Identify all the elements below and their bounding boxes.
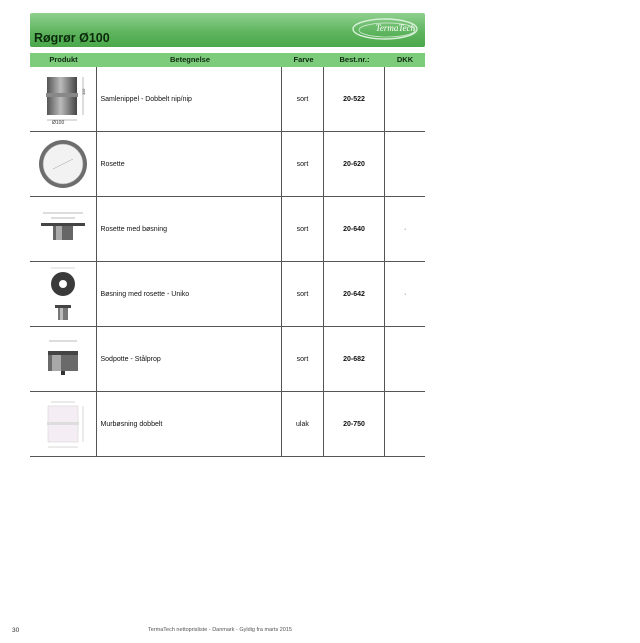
page-header [30,13,425,47]
product-number: 20-640 [324,197,386,261]
logo-text: TermaTech [375,23,415,33]
product-image-cell [30,262,97,326]
product-price [385,132,425,196]
product-price: · [403,290,407,298]
product-name: Bøsning med rosette - Uniko [97,262,282,326]
page-number: 30 [12,627,20,634]
product-name: Rosette med bøsning [97,197,282,261]
product-color: sort [282,327,324,391]
product-table [30,53,425,457]
soot-pot-drawing-icon [33,331,93,387]
product-number: 20-522 [324,67,386,131]
bushing-rosette-drawing-icon [33,264,93,324]
product-image-cell [30,327,97,391]
product-color: sort [282,262,324,326]
product-price [385,392,425,456]
column-header-color: Farve [293,55,314,64]
product-price [385,327,425,391]
footer-text: TermaTech nettoprisliste - Danmark - Gyldig fra marts 2015 [148,627,292,633]
product-name: Murbøsning dobbelt [97,392,282,456]
column-header-name: Betegnelse [169,55,211,64]
product-price: · [403,225,407,233]
column-header-price: DKK [396,55,414,64]
table-row [30,67,425,132]
table-row [30,132,425,197]
rosette-bushing-drawing-icon [33,201,93,257]
page-title: Røgrør Ø100 [34,31,110,45]
dimension-label: Ø100 [52,120,65,126]
table-row [30,262,425,327]
product-name: Rosette [97,132,282,196]
product-color: ulak [282,392,324,456]
svg-text:110: 110 [81,88,87,95]
product-image-cell [30,197,97,261]
product-name: Sodpotte - Stålprop [97,327,282,391]
product-number: 20-620 [324,132,386,196]
column-header-number: Best.nr.: [339,55,370,64]
product-number: 20-642 [324,262,386,326]
wall-bushing-drawing-icon [33,396,93,452]
table-row [30,392,425,457]
product-number: 20-750 [324,392,386,456]
product-image-cell [30,132,97,196]
product-image-cell [30,392,97,456]
termatech-logo [351,16,419,42]
rosette-drawing-icon [33,136,93,192]
product-color: sort [282,132,324,196]
product-name: Samlenippel - Dobbelt nip/nip [97,67,282,131]
table-row [30,327,425,392]
table-header [30,53,425,67]
product-price [385,67,425,131]
table-row [30,197,425,262]
column-header-product: Produkt [49,55,78,64]
product-number: 20-682 [324,327,386,391]
product-color: sort [282,197,324,261]
product-color: sort [282,67,324,131]
pipe-nipple-drawing-icon [33,71,93,127]
